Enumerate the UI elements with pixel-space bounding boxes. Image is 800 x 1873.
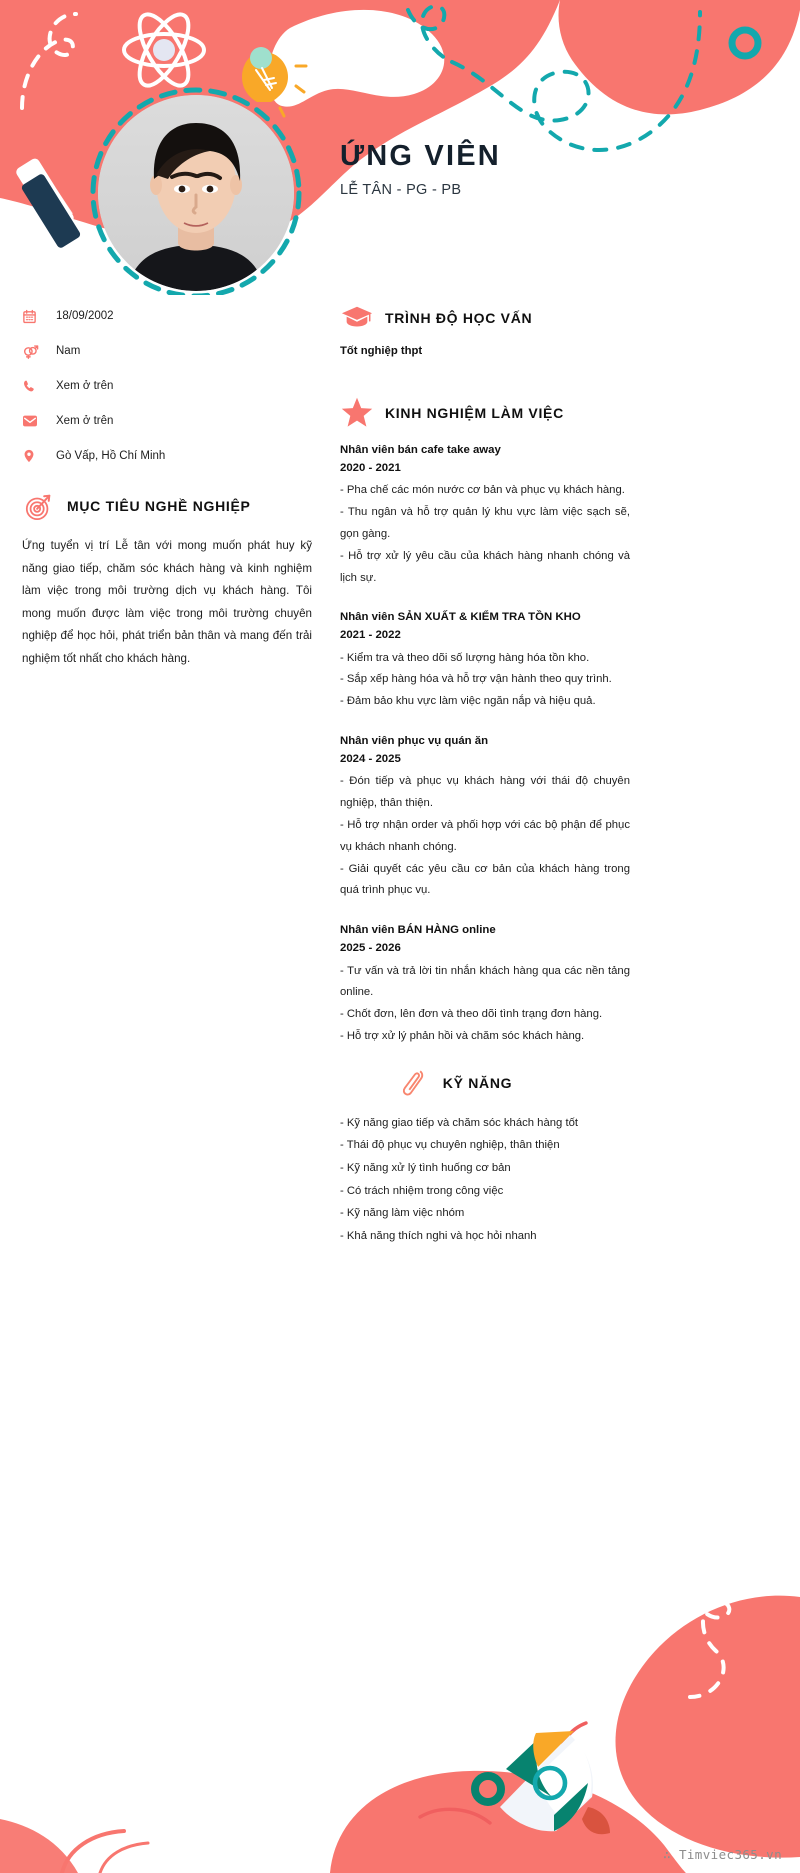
job-bullet: - Tư vấn và trả lời tin nhắn khách hàng qua các nền tảng online.: [340, 964, 630, 999]
job-bullet: - Đón tiếp và phục vụ khách hàng với thái độ chuyên nghiệp, thân thiện.: [340, 775, 630, 810]
page-title: ỨNG VIÊN: [340, 140, 501, 172]
experience-item: [340, 922, 630, 1048]
avatar: [88, 85, 304, 295]
contact-value: Nam: [56, 345, 81, 357]
name-block: [340, 140, 501, 198]
footer-decoration: [0, 1573, 800, 1873]
contact-item-gender: [22, 342, 312, 360]
contact-value: Gò Vấp, Hồ Chí Minh: [56, 450, 166, 462]
contact-item-phone: [22, 377, 312, 395]
contact-item-email: [22, 412, 312, 430]
section-header-experience: [340, 397, 630, 428]
job-bullet: - Sắp xếp hàng hóa và hỗ trợ vận hành theo quy trình.: [340, 673, 612, 686]
job-date: 2021 - 2022: [340, 629, 401, 641]
education-item: Tốt nghiệp thpt: [340, 345, 423, 357]
job-bullet: - Hỗ trợ xử lý phản hồi và chăm sóc khách hàng.: [340, 1029, 585, 1042]
contact-list: [22, 307, 312, 465]
skill-item: - Khả năng thích nghi và học hỏi nhanh: [340, 1229, 537, 1242]
skill-item: - Thái độ phục vụ chuyên nghiệp, thân thiện: [340, 1139, 560, 1152]
job-bullet: - Kiểm tra và theo dõi số lượng hàng hóa tồn kho.: [340, 651, 590, 664]
contact-value: 18/09/2002: [56, 310, 114, 322]
graduation-cap-icon: [340, 305, 374, 331]
experience-list: [340, 442, 630, 1048]
phone-icon: [22, 379, 46, 394]
section-header-skills: [340, 1068, 630, 1098]
experience-item: [340, 442, 630, 589]
contact-item-location: [22, 447, 312, 465]
job-date: 2025 - 2026: [340, 941, 401, 954]
calendar-icon: [22, 309, 46, 324]
gender-icon: [22, 343, 46, 360]
job-date: 2020 - 2021: [340, 461, 401, 474]
job-title: Nhân viên phục vụ quán ăn: [340, 735, 489, 748]
star-icon: [340, 397, 374, 428]
job-bullet: - Chốt đơn, lên đơn và theo dõi tình trạng đơn hàng.: [340, 1008, 603, 1021]
right-column: [340, 295, 630, 1247]
contact-value: Xem ở trên: [56, 415, 114, 427]
paperclip-icon: [398, 1068, 432, 1098]
target-icon: [22, 491, 56, 521]
section-title: MỤC TIÊU NGHỀ NGHIỆP: [67, 498, 251, 514]
job-bullet: - Pha chế các món nước cơ bản và phục vụ khách hàng.: [340, 484, 625, 497]
job-role-subtitle: LỄ TÂN - PG - PB: [340, 182, 462, 199]
job-bullet: - Hỗ trợ xử lý yêu cầu của khách hàng nhanh chóng và lịch sự.: [340, 549, 630, 584]
job-bullet: - Đảm bảo khu vực làm việc ngăn nắp và hiệu quả.: [340, 695, 596, 708]
job-title: Nhân viên bán cafe take away: [340, 444, 501, 456]
objective-text: Ứng tuyển vị trí Lễ tân với mong muốn phát huy kỹ năng giao tiếp, chăm sóc khách hàng và kinh nghiệm làm việc trong môi trường dịch vụ khách hàng. Tôi mong muốn được làm việc trong môi trường chuyên nghiệp để học hỏi, phát triển bản thân và mang đến trải nghiệm tốt nhất cho khách hàng.: [22, 539, 312, 665]
section-header-education: [340, 305, 630, 331]
job-date: 2024 - 2025: [340, 752, 401, 765]
contact-value: Xem ở trên: [56, 380, 114, 392]
footer-brand: ∴ Timviec365.vn: [663, 1847, 782, 1862]
skill-item: - Kỹ năng giao tiếp và chăm sóc khách hàng tốt: [340, 1116, 579, 1129]
job-title: Nhân viên BÁN HÀNG online: [340, 924, 496, 937]
education-list: [340, 345, 630, 357]
section-title: KINH NGHIỆM LÀM VIỆC: [385, 404, 564, 421]
cv-body: [0, 295, 800, 1242]
skill-item: - Kỹ năng xử lý tình huống cơ bản: [340, 1161, 511, 1174]
candidate-photo: [98, 95, 294, 291]
skill-item: - Có trách nhiệm trong công việc: [340, 1184, 504, 1197]
section-title: TRÌNH ĐỘ HỌC VẤN: [385, 310, 533, 326]
job-bullet: - Hỗ trợ nhận order và phối hợp với các bộ phận để phục vụ khách nhanh chóng.: [340, 819, 630, 853]
cv-header: [0, 0, 800, 295]
job-title: Nhân viên SẢN XUẤT & KIỂM TRA TỒN KHO: [340, 611, 581, 624]
contact-item-birthdate: [22, 307, 312, 325]
skills-list: [340, 1112, 630, 1248]
email-icon: [22, 413, 46, 429]
section-title: KỸ NĂNG: [442, 1074, 513, 1091]
job-bullet: - Giải quyết các yêu cầu cơ bản của khách hàng trong quá trình phục vụ.: [340, 862, 630, 897]
job-bullet: - Thu ngân và hỗ trợ quản lý khu vực làm việc sạch sẽ, gọn gàng.: [340, 506, 630, 540]
left-column: [22, 295, 312, 671]
experience-item: [340, 733, 630, 902]
skill-item: - Kỹ năng làm việc nhóm: [340, 1207, 465, 1220]
section-header-objective: [22, 491, 312, 521]
location-icon: [22, 448, 46, 464]
cv-footer: [0, 1573, 800, 1873]
experience-item: [340, 609, 630, 713]
